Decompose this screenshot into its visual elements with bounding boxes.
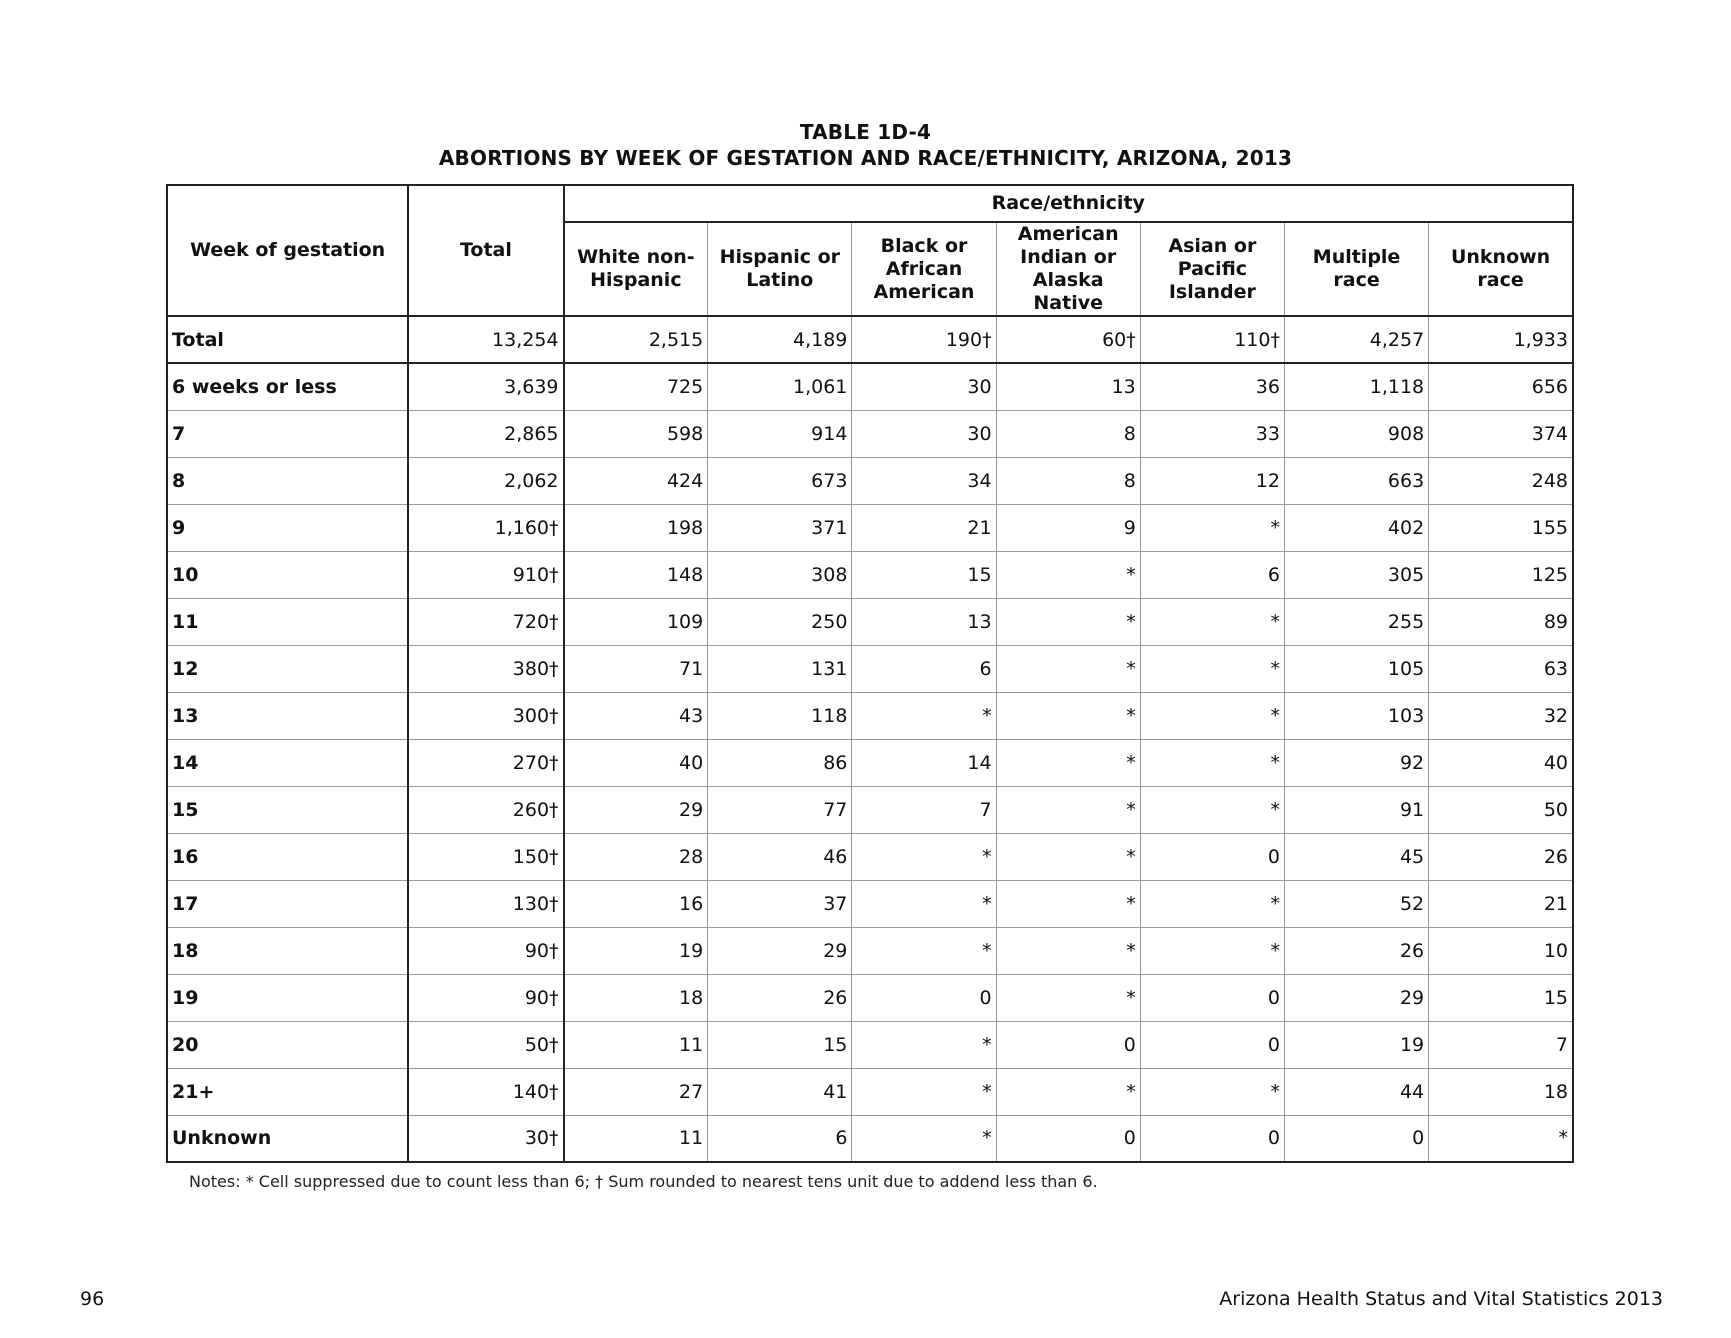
table-cell: 63: [1429, 645, 1573, 692]
table-cell: *: [852, 1068, 996, 1115]
table-cell: 125: [1429, 551, 1573, 598]
table-cell: 16: [564, 880, 708, 927]
table-cell: 10: [1429, 927, 1573, 974]
table-cell: 1,061: [708, 363, 852, 410]
table-cell: 4,189: [708, 316, 852, 363]
row-label: 13: [167, 692, 408, 739]
table-cell: 11: [564, 1115, 708, 1162]
row-label: Total: [167, 316, 408, 363]
table-body: [167, 316, 1573, 1162]
row-label: 19: [167, 974, 408, 1021]
table-cell: 27: [564, 1068, 708, 1115]
table-cell: 0: [1140, 1021, 1284, 1068]
table-cell: *: [996, 833, 1140, 880]
table-cell: 0: [1284, 1115, 1428, 1162]
table-cell: 1,160†: [408, 504, 563, 551]
table-cell: *: [852, 833, 996, 880]
table-cell: 673: [708, 457, 852, 504]
table-cell: 2,865: [408, 410, 563, 457]
table-cell: 89: [1429, 598, 1573, 645]
table-cell: 91: [1284, 786, 1428, 833]
table-cell: 21: [1429, 880, 1573, 927]
header-race-ethnicity: Race/ethnicity: [564, 185, 1573, 222]
table-cell: *: [996, 927, 1140, 974]
table-cell: 29: [708, 927, 852, 974]
table-cell: 424: [564, 457, 708, 504]
table-cell: 90†: [408, 974, 563, 1021]
table-cell: 260†: [408, 786, 563, 833]
table-cell: 30: [852, 363, 996, 410]
header-total: Total: [408, 185, 563, 316]
table-cell: 43: [564, 692, 708, 739]
table-cell: 32: [1429, 692, 1573, 739]
header-american-indian-alaska-native: American Indian or Alaska Native: [996, 222, 1140, 316]
header-week-of-gestation: Week of gestation: [167, 185, 408, 316]
table-cell: 131: [708, 645, 852, 692]
table-cell: 118: [708, 692, 852, 739]
table-cell: 86: [708, 739, 852, 786]
table-row: [167, 880, 1573, 927]
table-cell: *: [1429, 1115, 1573, 1162]
table-cell: 50: [1429, 786, 1573, 833]
table-cell: 2,062: [408, 457, 563, 504]
table-cell: 46: [708, 833, 852, 880]
table-cell: 90†: [408, 927, 563, 974]
table-cell: 26: [1284, 927, 1428, 974]
table-cell: *: [1140, 598, 1284, 645]
table-cell: 908: [1284, 410, 1428, 457]
table-cell: 109: [564, 598, 708, 645]
table-cell: *: [1140, 504, 1284, 551]
table-row: [167, 1115, 1573, 1162]
table-cell: 15: [708, 1021, 852, 1068]
table-cell: 270†: [408, 739, 563, 786]
abortions-table: [166, 184, 1574, 1163]
table-cell: 155: [1429, 504, 1573, 551]
table-cell: 130†: [408, 880, 563, 927]
table-cell: *: [996, 739, 1140, 786]
table-cell: *: [1140, 645, 1284, 692]
table-cell: 308: [708, 551, 852, 598]
table-cell: 13: [996, 363, 1140, 410]
table-row: [167, 1021, 1573, 1068]
table-row: [167, 645, 1573, 692]
table-cell: 8: [996, 457, 1140, 504]
table-cell: 52: [1284, 880, 1428, 927]
table-cell: 71: [564, 645, 708, 692]
table-row: [167, 316, 1573, 363]
table-cell: 50†: [408, 1021, 563, 1068]
header-unknown-race: Unknown race: [1429, 222, 1573, 316]
table-cell: 190†: [852, 316, 996, 363]
table-cell: 30: [852, 410, 996, 457]
table-row: [167, 739, 1573, 786]
table-row: [167, 457, 1573, 504]
table-row: [167, 1068, 1573, 1115]
table-cell: 19: [564, 927, 708, 974]
table-cell: 371: [708, 504, 852, 551]
table-notes: Notes: * Cell suppressed due to count less than 6; † Sum rounded to nearest tens unit due to addend less than 6.: [189, 1172, 1098, 1191]
table-cell: 9: [996, 504, 1140, 551]
table-row: [167, 551, 1573, 598]
row-label: 10: [167, 551, 408, 598]
table-cell: 300†: [408, 692, 563, 739]
table-cell: *: [852, 1115, 996, 1162]
table-cell: 36: [1140, 363, 1284, 410]
table-row: [167, 974, 1573, 1021]
row-label: 6 weeks or less: [167, 363, 408, 410]
table-cell: 30†: [408, 1115, 563, 1162]
table-cell: 1,933: [1429, 316, 1573, 363]
table-row: [167, 786, 1573, 833]
table-cell: 28: [564, 833, 708, 880]
table-cell: *: [852, 880, 996, 927]
row-label: 9: [167, 504, 408, 551]
table-cell: 148: [564, 551, 708, 598]
table-cell: 19: [1284, 1021, 1428, 1068]
table-cell: 1,118: [1284, 363, 1428, 410]
table-cell: 45: [1284, 833, 1428, 880]
table-cell: 105: [1284, 645, 1428, 692]
table-cell: *: [1140, 692, 1284, 739]
table-cell: 26: [708, 974, 852, 1021]
table-cell: 12: [1140, 457, 1284, 504]
table-cell: 914: [708, 410, 852, 457]
table-cell: 77: [708, 786, 852, 833]
header-multiple-race: Multiple race: [1284, 222, 1428, 316]
table-cell: 150†: [408, 833, 563, 880]
table-cell: *: [996, 645, 1140, 692]
table-cell: 656: [1429, 363, 1573, 410]
table-cell: 0: [1140, 974, 1284, 1021]
table-cell: 26: [1429, 833, 1573, 880]
table-cell: 0: [996, 1115, 1140, 1162]
row-label: 20: [167, 1021, 408, 1068]
table-cell: 598: [564, 410, 708, 457]
header-asian-pacific-islander: Asian or Pacific Islander: [1140, 222, 1284, 316]
table-row: [167, 410, 1573, 457]
table-cell: 110†: [1140, 316, 1284, 363]
row-label: 16: [167, 833, 408, 880]
table-cell: *: [996, 1068, 1140, 1115]
table-cell: 402: [1284, 504, 1428, 551]
table-row: [167, 927, 1573, 974]
row-label: 11: [167, 598, 408, 645]
table-cell: 2,515: [564, 316, 708, 363]
table-cell: *: [1140, 927, 1284, 974]
table-cell: 0: [996, 1021, 1140, 1068]
table-cell: 6: [708, 1115, 852, 1162]
table-cell: 6: [1140, 551, 1284, 598]
table-cell: *: [1140, 1068, 1284, 1115]
table-cell: *: [996, 551, 1140, 598]
header-black-or-african-american: Black or African American: [852, 222, 996, 316]
table-cell: 250: [708, 598, 852, 645]
table-cell: 21: [852, 504, 996, 551]
table-cell: *: [1140, 786, 1284, 833]
table-cell: 725: [564, 363, 708, 410]
table-cell: 6: [852, 645, 996, 692]
row-label: 17: [167, 880, 408, 927]
table-cell: 255: [1284, 598, 1428, 645]
row-label: Unknown: [167, 1115, 408, 1162]
table-cell: *: [996, 598, 1140, 645]
row-label: 12: [167, 645, 408, 692]
table-cell: 198: [564, 504, 708, 551]
page-number: 96: [80, 1288, 105, 1310]
table-number: TABLE 1D-4: [799, 120, 932, 144]
table-cell: 40: [1429, 739, 1573, 786]
table-cell: *: [1140, 880, 1284, 927]
table-cell: 11: [564, 1021, 708, 1068]
table-cell: 14: [852, 739, 996, 786]
table-row: [167, 504, 1573, 551]
table-cell: 720†: [408, 598, 563, 645]
table-cell: 18: [1429, 1068, 1573, 1115]
table-cell: 13,254: [408, 316, 563, 363]
table-cell: 15: [1429, 974, 1573, 1021]
table-cell: 13: [852, 598, 996, 645]
header-hispanic-or-latino: Hispanic or Latino: [708, 222, 852, 316]
table-row: [167, 692, 1573, 739]
table-cell: 15: [852, 551, 996, 598]
table-cell: 29: [1284, 974, 1428, 1021]
table-title: ABORTIONS BY WEEK OF GESTATION AND RACE/ETHNICITY, ARIZONA, 2013: [438, 146, 1293, 170]
table-cell: 18: [564, 974, 708, 1021]
table-cell: 248: [1429, 457, 1573, 504]
table-cell: 140†: [408, 1068, 563, 1115]
table-cell: 8: [996, 410, 1140, 457]
table-row: [167, 598, 1573, 645]
table-row: [167, 833, 1573, 880]
table-cell: *: [996, 786, 1140, 833]
table-cell: 60†: [996, 316, 1140, 363]
table-cell: 0: [1140, 833, 1284, 880]
table-cell: 0: [852, 974, 996, 1021]
table-cell: 4,257: [1284, 316, 1428, 363]
publication-title: Arizona Health Status and Vital Statistics 2013: [1219, 1288, 1663, 1310]
row-label: 18: [167, 927, 408, 974]
table-cell: *: [996, 692, 1140, 739]
table-cell: 910†: [408, 551, 563, 598]
table-cell: 663: [1284, 457, 1428, 504]
row-label: 7: [167, 410, 408, 457]
table-cell: 33: [1140, 410, 1284, 457]
header-white-non-hispanic: White non-Hispanic: [564, 222, 708, 316]
table-cell: 92: [1284, 739, 1428, 786]
row-label: 21+: [167, 1068, 408, 1115]
table-cell: 7: [852, 786, 996, 833]
table-cell: 380†: [408, 645, 563, 692]
table-cell: *: [1140, 739, 1284, 786]
table-cell: 40: [564, 739, 708, 786]
table-cell: *: [996, 880, 1140, 927]
table-cell: *: [852, 927, 996, 974]
table-cell: 37: [708, 880, 852, 927]
table-cell: 29: [564, 786, 708, 833]
table-cell: *: [996, 974, 1140, 1021]
table-cell: 34: [852, 457, 996, 504]
table-cell: 103: [1284, 692, 1428, 739]
table-cell: *: [852, 1021, 996, 1068]
table-cell: 374: [1429, 410, 1573, 457]
row-label: 15: [167, 786, 408, 833]
table-cell: 7: [1429, 1021, 1573, 1068]
table-cell: 41: [708, 1068, 852, 1115]
table-cell: 44: [1284, 1068, 1428, 1115]
table-cell: *: [852, 692, 996, 739]
table-row: [167, 363, 1573, 410]
table-cell: 305: [1284, 551, 1428, 598]
table-cell: 3,639: [408, 363, 563, 410]
row-label: 8: [167, 457, 408, 504]
table-cell: 0: [1140, 1115, 1284, 1162]
row-label: 14: [167, 739, 408, 786]
